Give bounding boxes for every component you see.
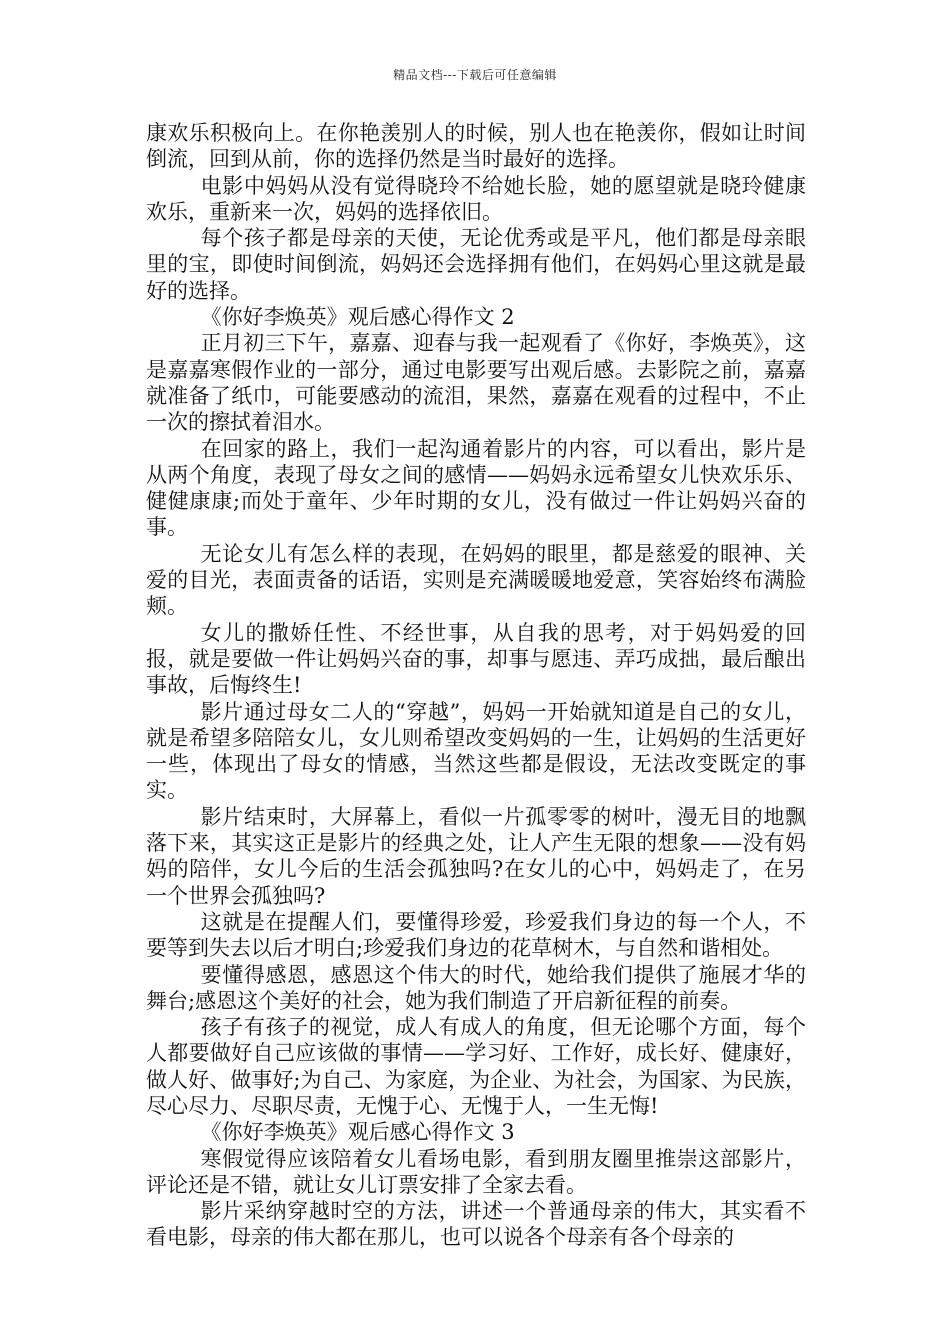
paragraph: 影片采纳穿越时空的方法，讲述一个普通母亲的伟大，其实看不看电影，母亲的伟大都在那儿，也可以说各个母亲有各个母亲的 xyxy=(146,1199,806,1250)
paragraph: 寒假觉得应该陪着女儿看场电影，看到朋友圈里推崇这部影片，评论还是不错，就让女儿订票安排了全家去看。 xyxy=(146,1146,806,1197)
paragraph: 孩子有孩子的视觉，成人有成人的角度，但无论哪个方面，每个人都要做好自己应该做的事情——学习好、工作好，成长好、健康好，做人好、做事好;为自己、为家庭，为企业、为社会，为国家、为民族，尽心尽力、尽职尽责，无愧于心、无愧于人，一生无悔! xyxy=(146,1015,806,1118)
paragraph: 每个孩子都是母亲的天使，无论优秀或是平凡，他们都是母亲眼里的宝，即使时间倒流，妈妈还会选择拥有他们，在妈妈心里这就是最好的选择。 xyxy=(146,226,806,303)
paragraph: 在回家的路上，我们一起沟通着影片的内容，可以看出，影片是从两个角度，表现了母女之间的感情——妈妈永远希望女儿快欢乐乐、健健康康;而处于童年、少年时期的女儿，没有做过一件让妈妈兴奋的事。 xyxy=(146,436,806,540)
paragraph: 无论女儿有怎么样的表现，在妈妈的眼里，都是慈爱的眼神、关爱的目光，表面责备的话语，实则是充满暖暖地爱意，笑容始终布满脸颊。 xyxy=(146,541,806,619)
page-header: 精品文档---下载后可任意编辑 xyxy=(393,68,557,82)
document-body xyxy=(146,120,806,1251)
paragraph: 正月初三下午，嘉嘉、迎春与我一起观看了《你好，李焕英》，这是嘉嘉寒假作业的一部分，通过电影要写出观后感。去影院之前，嘉嘉就准备了纸巾，可能要感动的流泪，果然，嘉嘉在观看的过程中，不止一次的擦拭着泪水。 xyxy=(146,331,806,435)
paragraph: 影片通过母女二人的“穿越”，妈妈一开始就知道是自己的女儿，就是希望多陪陪女儿，女儿则希望改变妈妈的一生，让妈妈的生活更好一些，体现出了母女的情感，当然这些都是假设，无法改变既定的事实。 xyxy=(146,699,806,803)
section-heading: 《你好李焕英》观后感心得作文 3 xyxy=(200,1120,515,1145)
paragraph: 影片结束时，大屏幕上，看似一片孤零零的树叶，漫无目的地飘落下来，其实这正是影片的经典之处，让人产生无限的想象——没有妈妈的陪伴，女儿今后的生活会孤独吗?在女儿的心中，妈妈走了，在另一个世界会孤独吗? xyxy=(146,804,806,908)
paragraph: 电影中妈妈从没有觉得晓玲不给她长脸，她的愿望就是晓玲健康欢乐，重新来一次，妈妈的选择依旧。 xyxy=(146,173,806,224)
paragraph: 康欢乐积极向上。在你艳羡别人的时候，别人也在艳羡你，假如让时间倒流，回到从前，你的选择仍然是当时最好的选择。 xyxy=(146,121,806,172)
paragraph: 女儿的撒娇任性、不经世事，从自我的思考，对于妈妈爱的回报，就是要做一件让妈妈兴奋的事，却事与愿违、弄巧成拙，最后酿出事故，后悔终生! xyxy=(146,620,806,698)
paragraph: 这就是在提醒人们，要懂得珍爱，珍爱我们身边的每一个人，不要等到失去以后才明白;珍爱我们身边的花草树木，与自然和谐相处。 xyxy=(146,909,806,961)
paragraph: 要懂得感恩，感恩这个伟大的时代，她给我们提供了施展才华的舞台;感恩这个美好的社会，她为我们制造了开启新征程的前奏。 xyxy=(146,962,806,1013)
section-heading: 《你好李焕英》观后感心得作文 2 xyxy=(200,305,515,330)
